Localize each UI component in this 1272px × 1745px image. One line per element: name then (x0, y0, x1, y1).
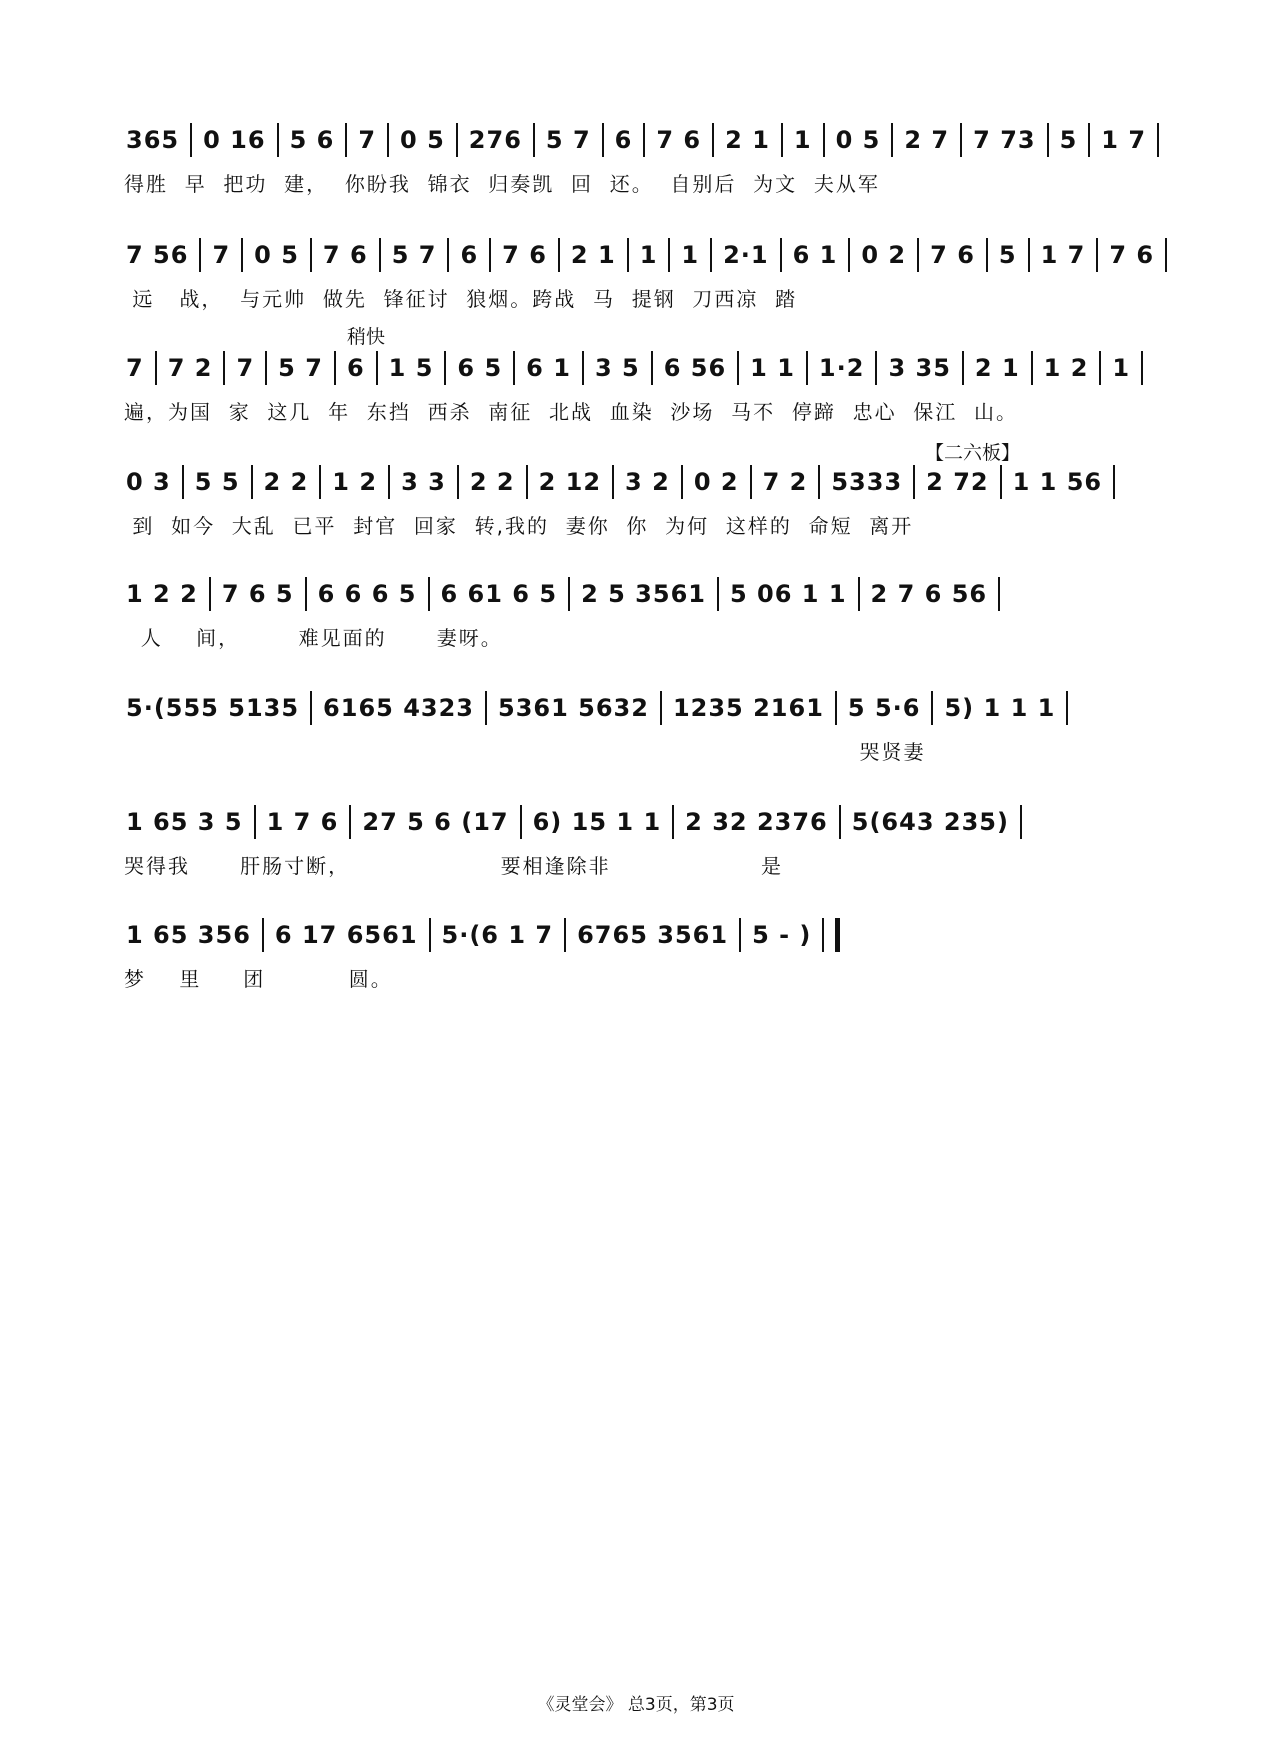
final-barline (822, 918, 824, 952)
lyrics-line: 遍，为国 家 这几 年 东挡 西杀 南征 北战 血染 沙场 马不 停蹄 忠心 保江 山。 (124, 400, 1019, 424)
barline (717, 577, 719, 611)
notation-line (124, 348, 1190, 388)
barline (349, 805, 351, 839)
barline (1088, 123, 1090, 157)
score-system-8 (124, 915, 1190, 1025)
barline (251, 465, 253, 499)
measure: 6765 3561 (577, 921, 729, 949)
section-marking: 【二六板】 (925, 442, 1021, 464)
barline (839, 805, 841, 839)
barline (1165, 238, 1167, 272)
barline (962, 351, 964, 385)
barline (681, 465, 683, 499)
measure: 2 32 2376 (685, 808, 828, 836)
barline (1028, 238, 1030, 272)
barline (818, 465, 820, 499)
measure: 5(643 235) (851, 808, 1009, 836)
measure: 0 2 (861, 241, 907, 269)
barline (931, 691, 933, 725)
measure: 2 2 (263, 468, 309, 496)
barline (520, 805, 522, 839)
measure: 6 1 (526, 354, 571, 382)
measure: 7 2 (167, 354, 213, 382)
barline (672, 805, 674, 839)
measure: 6 17 6561 (274, 921, 418, 949)
measure: 2 1 (725, 126, 770, 154)
notation-line (124, 802, 1190, 842)
barline (190, 123, 192, 157)
measure: 7 6 (656, 126, 702, 154)
barline (737, 351, 739, 385)
measure: 1·2 (818, 354, 865, 382)
barline (388, 465, 390, 499)
barline (960, 123, 962, 157)
barline (858, 577, 860, 611)
page-footer: 《灵堂会》 总3页，第3页 (537, 1695, 735, 1715)
barline (1000, 465, 1002, 499)
measure: 3 2 (625, 468, 670, 496)
measure: 5333 (831, 468, 903, 496)
barline (913, 465, 915, 499)
barline (710, 238, 712, 272)
measure: 27 5 6 (17 (362, 808, 509, 836)
barline (1047, 123, 1049, 157)
measure: 1 (639, 241, 658, 269)
measure: 1 2 (1043, 354, 1089, 382)
barline (277, 123, 279, 157)
measure: 6 (460, 241, 479, 269)
barline (223, 351, 225, 385)
measure: 7 6 (502, 241, 547, 269)
measure: 1 (793, 126, 812, 154)
barline (428, 577, 430, 611)
barline (254, 805, 256, 839)
barline (387, 123, 389, 157)
barline (310, 238, 312, 272)
barline (986, 238, 988, 272)
score-system-5 (124, 574, 1190, 684)
barline (1096, 238, 1098, 272)
barline (1066, 691, 1068, 725)
notation-line (124, 915, 1190, 955)
measure: 5 (998, 241, 1017, 269)
measure: 7 73 (973, 126, 1036, 154)
measure: 1 65 3 5 (126, 808, 243, 836)
barline (823, 123, 825, 157)
measure: 7 6 5 (221, 580, 294, 608)
barline (806, 351, 808, 385)
measure: 6 (614, 126, 633, 154)
barline (712, 123, 714, 157)
score-system-3 (124, 348, 1190, 458)
measure: 6 6 6 5 (317, 580, 417, 608)
barline (1113, 465, 1115, 499)
measure: 7 6 (322, 241, 368, 269)
measure: 7 2 (762, 468, 808, 496)
barline (668, 238, 670, 272)
lyrics-line: 哭贤妻 (124, 740, 926, 764)
measure: 5·(555 5135 (126, 694, 300, 722)
measure: 7 6 (1109, 241, 1155, 269)
measure: 2 1 (974, 354, 1020, 382)
measure: 5 7 (391, 241, 437, 269)
measure: 0 5 (835, 126, 881, 154)
measure: 6165 4323 (323, 694, 474, 722)
lyrics-line: 得胜 早 把功 建， 你盼我 锦衣 归奏凯 回 还。 自别后 为文 夫从军 (124, 172, 880, 196)
measure: 2 7 (904, 126, 950, 154)
barline (209, 577, 211, 611)
notation-line (124, 574, 1190, 614)
barline (582, 351, 584, 385)
measure: 365 (126, 126, 180, 154)
measure: 2 7 6 56 (870, 580, 988, 608)
lyrics-line: 梦 里 团 圆。 (124, 967, 393, 991)
measure: 0 16 (203, 126, 266, 154)
measure: 2 1 (570, 241, 616, 269)
measure: 1 2 2 (126, 580, 198, 608)
measure: 6) 15 1 1 (532, 808, 662, 836)
barline (643, 123, 645, 157)
measure: 5 7 (545, 126, 591, 154)
barline (739, 918, 741, 952)
measure: 5 - ) (752, 921, 812, 949)
barline (262, 918, 264, 952)
measure: 5361 5632 (498, 694, 649, 722)
lyrics-line: 人 间， 难见面的 妻呀。 (124, 626, 503, 650)
measure: 2·1 (723, 241, 769, 269)
barline (456, 123, 458, 157)
barline (265, 351, 267, 385)
measure: 1 (1112, 354, 1131, 382)
notation-line (124, 235, 1190, 275)
barline (848, 238, 850, 272)
measure: 1 2 (332, 468, 378, 496)
barline (875, 351, 877, 385)
barline (602, 123, 604, 157)
barline (917, 238, 919, 272)
measure: 6 5 (457, 354, 503, 382)
score-system-7 (124, 802, 1190, 912)
score-system-6 (124, 688, 1190, 798)
measure: 7 6 (930, 241, 975, 269)
barline (310, 691, 312, 725)
measure: 1 7 6 (266, 808, 339, 836)
barline (891, 123, 893, 157)
final-barline-thick (835, 918, 840, 952)
barline (1157, 123, 1159, 157)
barline (564, 918, 566, 952)
lyrics-line: 远 战， 与元帅 做先 锋征讨 狼烟。跨战 马 提钢 刀西凉 踏 (124, 287, 798, 311)
barline (627, 238, 629, 272)
measure: 2 72 (926, 468, 989, 496)
barline (651, 351, 653, 385)
measure: 1 1 (750, 354, 795, 382)
measure: 5 6 (289, 126, 335, 154)
barline (513, 351, 515, 385)
barline (533, 123, 535, 157)
measure: 1 65 356 (126, 921, 251, 949)
notation-line (124, 688, 1190, 728)
measure: 276 (468, 126, 522, 154)
barline (1031, 351, 1033, 385)
measure: 5 (1059, 126, 1078, 154)
barline (750, 465, 752, 499)
measure: 6 1 (792, 241, 838, 269)
measure: 6 (346, 354, 365, 382)
barline (780, 238, 782, 272)
barline (334, 351, 336, 385)
measure: 7 (358, 126, 377, 154)
measure: 0 3 (126, 468, 171, 496)
measure: 5·(6 1 7 (441, 921, 554, 949)
measure: 3 35 (888, 354, 951, 382)
barline (1099, 351, 1101, 385)
barline (457, 465, 459, 499)
barline (485, 691, 487, 725)
barline (568, 577, 570, 611)
measure: 1 5 (388, 354, 434, 382)
barline (429, 918, 431, 952)
measure: 7 (236, 354, 255, 382)
measure: 5 7 (278, 354, 323, 382)
measure: 2 2 (469, 468, 515, 496)
barline (182, 465, 184, 499)
measure: 0 5 (254, 241, 299, 269)
measure: 1 7 (1040, 241, 1086, 269)
measure: 1 7 (1101, 126, 1147, 154)
lyrics-line: 哭得我 肝肠寸断， 要相逢除非 是 (124, 854, 784, 878)
measure: 3 3 (401, 468, 446, 496)
barline (835, 691, 837, 725)
measure: 6 56 (663, 354, 727, 382)
barline (660, 691, 662, 725)
barline (444, 351, 446, 385)
barline (1141, 351, 1143, 385)
barline (558, 238, 560, 272)
measure: 5) 1 1 1 (944, 694, 1056, 722)
barline (379, 238, 381, 272)
measure: 7 (126, 354, 144, 382)
lyrics-line: 到 如今 大乱 已平 封官 回家 转,我的 妻你 你 为何 这样的 命短 离开 (124, 514, 914, 538)
measure: 7 56 (126, 241, 189, 269)
barline (526, 465, 528, 499)
barline (305, 577, 307, 611)
barline (155, 351, 157, 385)
measure: 1 (681, 241, 700, 269)
score-system-2 (124, 235, 1190, 345)
measure: 6 61 6 5 (440, 580, 558, 608)
barline (998, 577, 1000, 611)
barline (1020, 805, 1022, 839)
measure: 7 (212, 241, 231, 269)
notation-line (124, 120, 1190, 160)
score-system-1 (124, 120, 1190, 230)
measure: 0 5 (400, 126, 445, 154)
measure: 5 5·6 (847, 694, 921, 722)
barline (612, 465, 614, 499)
barline (241, 238, 243, 272)
tempo-marking: 稍快 (347, 326, 386, 348)
barline (781, 123, 783, 157)
barline (447, 238, 449, 272)
measure: 1235 2161 (672, 694, 824, 722)
barline (199, 238, 201, 272)
barline (345, 123, 347, 157)
notation-line (124, 462, 1190, 502)
measure: 3 5 (594, 354, 640, 382)
barline (489, 238, 491, 272)
barline (319, 465, 321, 499)
measure: 1 1 56 (1012, 468, 1103, 496)
score-system-4 (124, 462, 1190, 572)
measure: 5 06 1 1 (729, 580, 847, 608)
measure: 2 12 (538, 468, 602, 496)
measure: 0 2 (693, 468, 739, 496)
barline (376, 351, 378, 385)
measure: 5 5 (194, 468, 240, 496)
measure: 2 5 3561 (581, 580, 706, 608)
